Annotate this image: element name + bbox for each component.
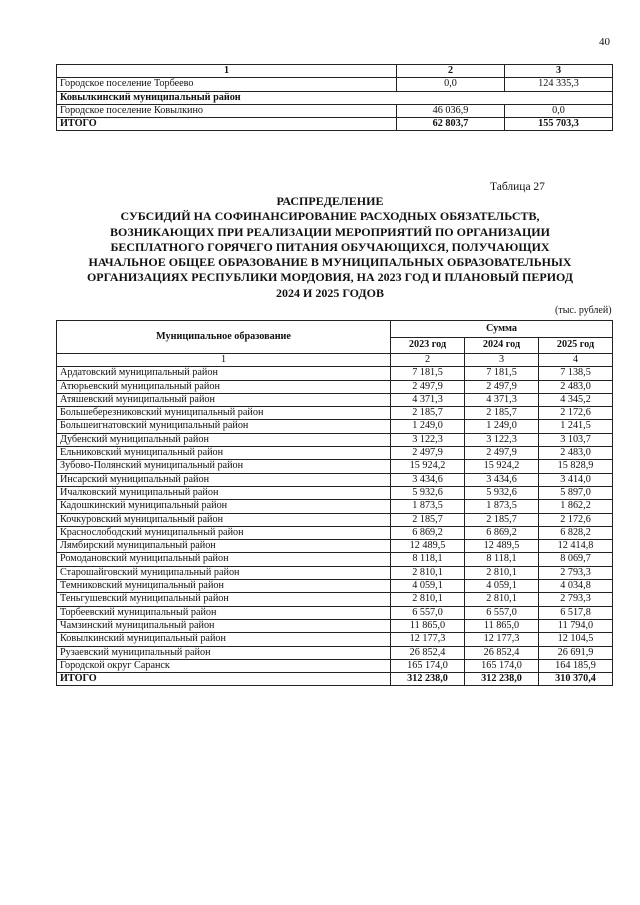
header-year: 2024 год (465, 337, 539, 354)
page-number: 40 (599, 36, 610, 48)
value-2025: 6 828,2 (539, 526, 613, 539)
municipality-name: Большеберезниковский муниципальный район (57, 407, 391, 420)
header-sum: Сумма (391, 321, 613, 338)
title-line: БЕСПЛАТНОГО ГОРЯЧЕГО ПИТАНИЯ ОБУЧАЮЩИХСЯ, ПОЛУЧАЮЩИХ (110, 239, 550, 254)
title-line: СУБСИДИЙ НА СОФИНАНСИРОВАНИЕ РАСХОДНЫХ ОБЯЗАТЕЛЬСТВ, (120, 209, 540, 224)
column-number-row (57, 354, 613, 367)
value-2023: 11 865,0 (391, 619, 465, 632)
value-2024: 3 434,6 (465, 473, 539, 486)
column-number: 1 (57, 65, 397, 78)
header-year: 2023 год (391, 337, 465, 354)
value-2025: 26 691,9 (539, 646, 613, 659)
table-row (57, 646, 613, 659)
total-value: 310 370,4 (539, 673, 613, 686)
value-2023: 4 059,1 (391, 580, 465, 593)
value-2023: 6 557,0 (391, 606, 465, 619)
continued-table (56, 64, 613, 131)
table-row (57, 78, 613, 91)
value-2023: 2 185,7 (391, 513, 465, 526)
table-row (57, 593, 613, 606)
table-row (57, 393, 613, 406)
table-header-row (57, 321, 613, 338)
row-name: Городское поселение Ковылкино (57, 104, 397, 117)
value-2023: 8 118,1 (391, 553, 465, 566)
row-value: 46 036,9 (397, 104, 505, 117)
column-number: 4 (539, 354, 613, 367)
value-2025: 2 172,6 (539, 513, 613, 526)
table-row (57, 447, 613, 460)
municipality-name: Темниковский муниципальный район (57, 580, 391, 593)
table-row (57, 420, 613, 433)
value-2024: 1 249,0 (465, 420, 539, 433)
title-line: НАЧАЛЬНОЕ ОБЩЕЕ ОБРАЗОВАНИЕ В МУНИЦИПАЛЬНЫХ ОБРАЗОВАТЕЛЬНЫХ (88, 255, 572, 270)
value-2023: 6 869,2 (391, 526, 465, 539)
table-row (57, 566, 613, 579)
table-row (57, 580, 613, 593)
municipality-name: Ардатовский муниципальный район (57, 367, 391, 380)
table-row (57, 460, 613, 473)
municipality-name: Ельниковский муниципальный район (57, 447, 391, 460)
document-title (60, 194, 600, 301)
value-2023: 7 181,5 (391, 367, 465, 380)
column-number: 2 (397, 65, 505, 78)
value-2024: 165 174,0 (465, 659, 539, 672)
municipality-name: Лямбирский муниципальный район (57, 540, 391, 553)
table-row (57, 553, 613, 566)
municipality-name: Атяшевский муниципальный район (57, 393, 391, 406)
header-year: 2025 год (539, 337, 613, 354)
value-2025: 7 138,5 (539, 367, 613, 380)
table-label: Таблица 27 (490, 181, 545, 193)
value-2024: 11 865,0 (465, 619, 539, 632)
value-2024: 2 810,1 (465, 566, 539, 579)
header-municipality: Муниципальное образование (57, 321, 391, 354)
municipality-name: Чамзинский муниципальный район (57, 619, 391, 632)
table-row (57, 433, 613, 446)
value-2025: 2 483,0 (539, 447, 613, 460)
value-2024: 8 118,1 (465, 553, 539, 566)
table-section-row (57, 91, 613, 104)
table-row (57, 606, 613, 619)
value-2023: 2 497,9 (391, 380, 465, 393)
value-2024: 7 181,5 (465, 367, 539, 380)
section-name: Ковылкинский муниципальный район (57, 91, 613, 104)
municipality-name: Дубенский муниципальный район (57, 433, 391, 446)
value-2025: 1 241,5 (539, 420, 613, 433)
value-2025: 2 793,3 (539, 593, 613, 606)
total-value: 155 703,3 (505, 118, 613, 131)
title-line: ВОЗНИКАЮЩИХ ПРИ РЕАЛИЗАЦИИ МЕРОПРИЯТИЙ ПО ОРГАНИЗАЦИИ (110, 224, 550, 239)
table-row (57, 526, 613, 539)
value-2024: 2 185,7 (465, 513, 539, 526)
value-2023: 2 810,1 (391, 566, 465, 579)
value-2024: 2 497,9 (465, 380, 539, 393)
table-row (57, 659, 613, 672)
value-2024: 12 177,3 (465, 633, 539, 646)
value-2025: 5 897,0 (539, 486, 613, 499)
table-row (57, 367, 613, 380)
value-2025: 3 103,7 (539, 433, 613, 446)
municipality-name: Рузаевский муниципальный район (57, 646, 391, 659)
value-2023: 1 249,0 (391, 420, 465, 433)
value-2024: 2 185,7 (465, 407, 539, 420)
table-header-row (57, 65, 613, 78)
row-value: 0,0 (397, 78, 505, 91)
value-2025: 2 172,6 (539, 407, 613, 420)
value-2024: 2 497,9 (465, 447, 539, 460)
value-2023: 2 497,9 (391, 447, 465, 460)
value-2024: 12 489,5 (465, 540, 539, 553)
value-2025: 8 069,7 (539, 553, 613, 566)
municipality-name: Зубово-Полянский муниципальный район (57, 460, 391, 473)
column-number: 3 (505, 65, 613, 78)
value-2024: 4 059,1 (465, 580, 539, 593)
column-number: 2 (391, 354, 465, 367)
municipality-name: Торбеевский муниципальный район (57, 606, 391, 619)
total-value: 312 238,0 (391, 673, 465, 686)
value-2023: 12 177,3 (391, 633, 465, 646)
value-2024: 4 371,3 (465, 393, 539, 406)
table-row (57, 513, 613, 526)
total-value: 62 803,7 (397, 118, 505, 131)
value-2024: 6 869,2 (465, 526, 539, 539)
title-line: 2024 И 2025 ГОДОВ (276, 285, 384, 300)
table-row (57, 633, 613, 646)
value-2023: 4 371,3 (391, 393, 465, 406)
value-2024: 3 122,3 (465, 433, 539, 446)
value-2024: 2 810,1 (465, 593, 539, 606)
municipality-name: Кочкуровский муниципальный район (57, 513, 391, 526)
row-value: 124 335,3 (505, 78, 613, 91)
value-2025: 4 034,8 (539, 580, 613, 593)
value-2025: 1 862,2 (539, 500, 613, 513)
table-row (57, 500, 613, 513)
value-2024: 1 873,5 (465, 500, 539, 513)
value-2023: 3 434,6 (391, 473, 465, 486)
municipality-name: Старошайговский муниципальный район (57, 566, 391, 579)
value-2023: 12 489,5 (391, 540, 465, 553)
value-2025: 11 794,0 (539, 619, 613, 632)
column-number: 3 (465, 354, 539, 367)
municipality-name: Ковылкинский муниципальный район (57, 633, 391, 646)
value-2025: 6 517,8 (539, 606, 613, 619)
table-row (57, 486, 613, 499)
municipality-name: Большеигнатовский муниципальный район (57, 420, 391, 433)
value-2025: 15 828,9 (539, 460, 613, 473)
value-2023: 1 873,5 (391, 500, 465, 513)
value-2024: 5 932,6 (465, 486, 539, 499)
value-2025: 4 345,2 (539, 393, 613, 406)
value-2023: 2 185,7 (391, 407, 465, 420)
total-value: 312 238,0 (465, 673, 539, 686)
value-2025: 3 414,0 (539, 473, 613, 486)
municipality-name: Ичалковский муниципальный район (57, 486, 391, 499)
units-note: (тыс. рублей) (555, 305, 612, 316)
subsidy-table (56, 320, 613, 686)
municipality-name: Ромодановский муниципальный район (57, 553, 391, 566)
column-number: 1 (57, 354, 391, 367)
table-row (57, 380, 613, 393)
value-2025: 2 483,0 (539, 380, 613, 393)
table-total-row (57, 118, 613, 131)
municipality-name: Краснослободский муниципальный район (57, 526, 391, 539)
row-name: Городское поселение Торбеево (57, 78, 397, 91)
title-line: РАСПРЕДЕЛЕНИЕ (276, 194, 384, 208)
value-2024: 6 557,0 (465, 606, 539, 619)
value-2025: 2 793,3 (539, 566, 613, 579)
total-label: ИТОГО (57, 118, 397, 131)
value-2025: 164 185,9 (539, 659, 613, 672)
value-2025: 12 104,5 (539, 633, 613, 646)
table-row (57, 619, 613, 632)
municipality-name: Теньгушевский муниципальный район (57, 593, 391, 606)
table-total-row (57, 673, 613, 686)
value-2023: 2 810,1 (391, 593, 465, 606)
row-value: 0,0 (505, 104, 613, 117)
municipality-name: Атюрьевский муниципальный район (57, 380, 391, 393)
value-2024: 15 924,2 (465, 460, 539, 473)
value-2023: 26 852,4 (391, 646, 465, 659)
value-2023: 5 932,6 (391, 486, 465, 499)
value-2024: 26 852,4 (465, 646, 539, 659)
municipality-name: Кадошкинский муниципальный район (57, 500, 391, 513)
municipality-name: Инсарский муниципальный район (57, 473, 391, 486)
title-line: ОРГАНИЗАЦИЯХ РЕСПУБЛИКИ МОРДОВИЯ, НА 2023 ГОД И ПЛАНОВЫЙ ПЕРИОД (86, 270, 574, 285)
value-2023: 15 924,2 (391, 460, 465, 473)
value-2023: 3 122,3 (391, 433, 465, 446)
table-row (57, 540, 613, 553)
municipality-name: Городской округ Саранск (57, 659, 391, 672)
value-2025: 12 414,8 (539, 540, 613, 553)
table-row (57, 473, 613, 486)
table-row (57, 407, 613, 420)
total-label: ИТОГО (57, 673, 391, 686)
table-row (57, 104, 613, 117)
value-2023: 165 174,0 (391, 659, 465, 672)
